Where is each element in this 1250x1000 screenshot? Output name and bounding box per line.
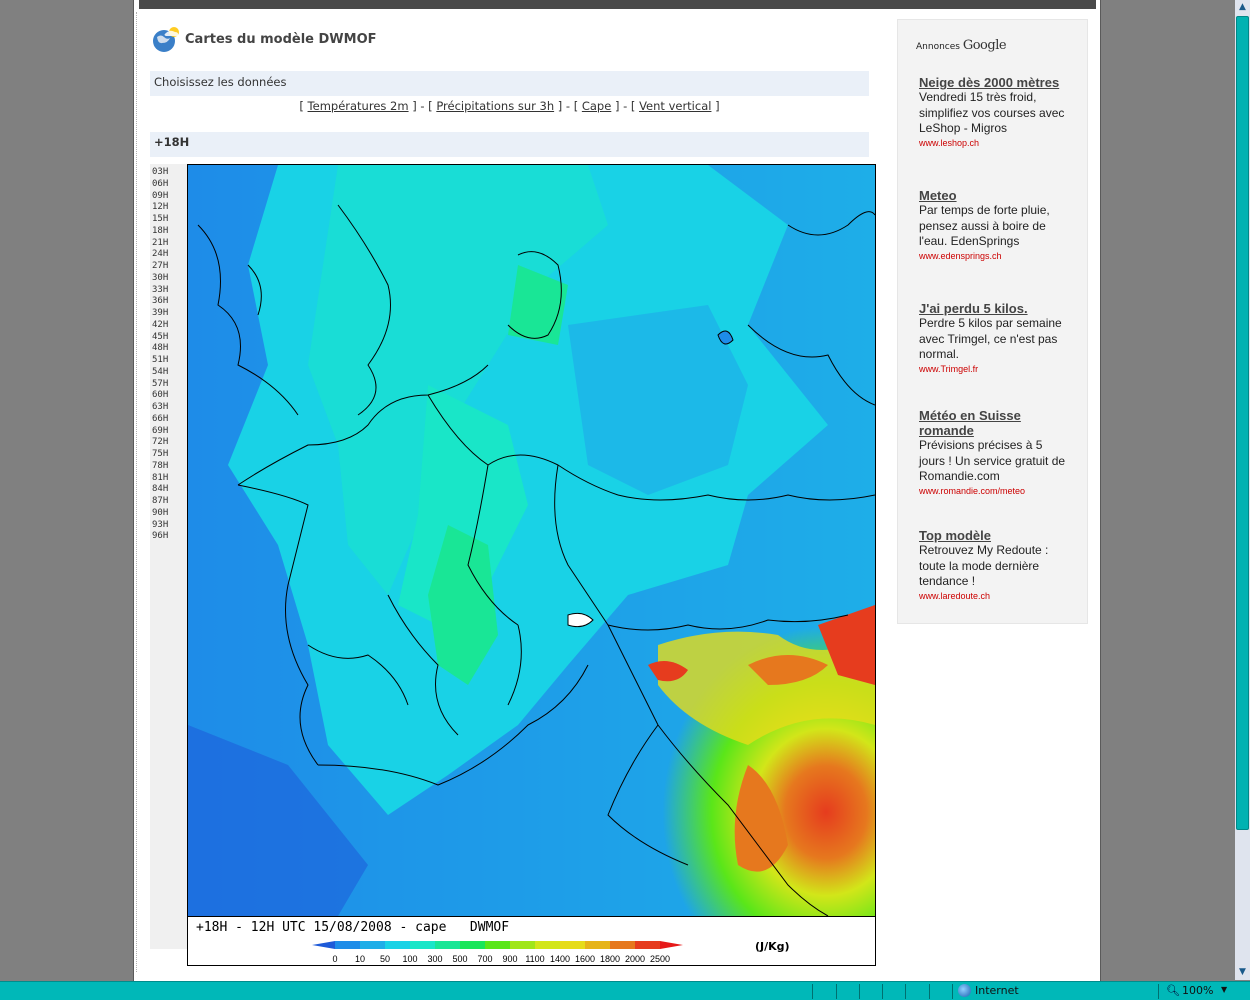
link-vertical-wind[interactable]: Vent vertical (639, 99, 712, 113)
scroll-up-arrow-icon[interactable]: ▲ (1239, 2, 1246, 12)
hour-link[interactable]: 27H (152, 261, 169, 271)
top-bar (139, 0, 1096, 9)
link-precipitations[interactable]: Précipitations sur 3h (436, 99, 555, 113)
map-footer (188, 916, 875, 965)
hour-link[interactable]: 60H (152, 390, 169, 401)
ad-body: Prévisions précises à 5 jours ! Un service gratuit de Romandie.com (919, 438, 1066, 483)
ad-body: Retrouvez My Redoute : toute la mode dernière tendance ! (919, 543, 1049, 588)
magnifier-icon: 🔍︎ (1166, 984, 1180, 997)
ad-title[interactable]: Neige dès 2000 mètres (919, 75, 1060, 90)
ad-body: Vendredi 15 très froid, simplifiez vos courses avec LeShop - Migros (919, 90, 1065, 135)
zoom-dropdown-icon[interactable]: ▼ (1221, 985, 1228, 994)
ad-item (919, 528, 1069, 602)
ads-panel (897, 19, 1088, 624)
ad-title[interactable]: Météo en Suisse romande (919, 408, 1021, 438)
ad-title[interactable]: J'ai perdu 5 kilos. (919, 301, 1028, 316)
status-bar (0, 981, 1250, 1000)
status-divider (905, 984, 906, 999)
legend-tick-label: 300 (427, 954, 443, 964)
hour-link[interactable]: 09H (152, 190, 169, 201)
map-image (188, 165, 875, 916)
hour-link[interactable]: 78H (152, 460, 169, 471)
page-title: Cartes du modèle DWMOF (185, 31, 377, 47)
legend-tick-label: 1100 (525, 954, 545, 964)
hour-link[interactable]: 24H (152, 249, 169, 260)
ad-item (919, 408, 1069, 497)
security-zone[interactable] (958, 984, 1019, 997)
map-caption: +18H - 12H UTC 15/08/2008 - cape DWMOF (196, 920, 510, 935)
legend-swatch (435, 941, 460, 949)
ad-url[interactable]: www.Trimgel.fr (919, 363, 979, 374)
ad-url[interactable]: www.edensprings.ch (919, 250, 1002, 261)
legend-tick-label: 500 (452, 954, 468, 964)
legend-swatch (535, 941, 560, 949)
status-divider (812, 984, 813, 999)
hour-link[interactable]: 03H (152, 167, 169, 177)
scroll-down-arrow-icon[interactable]: ▼ (1239, 967, 1246, 977)
ad-item (919, 75, 1069, 149)
legend-swatch (585, 941, 610, 949)
hour-link[interactable]: 96H (152, 531, 169, 542)
ad-url[interactable]: www.romandie.com/meteo (919, 485, 1026, 496)
legend-tick-label: 50 (379, 954, 391, 964)
legend-swatch (635, 941, 660, 949)
legend-tick-label: 900 (502, 954, 518, 964)
hour-link[interactable]: 06H (152, 178, 169, 189)
legend-tick-label: 1400 (549, 954, 571, 964)
status-divider (1158, 984, 1159, 999)
legend-tick-label: 100 (402, 954, 418, 964)
zoom-level: 100% (1181, 984, 1214, 997)
hour-link[interactable]: 48H (152, 343, 169, 354)
hour-list (150, 164, 188, 949)
current-step-bar (150, 132, 869, 157)
zone-label: Internet (975, 984, 1019, 997)
hour-link[interactable]: 90H (152, 507, 169, 518)
ads-header-prefix: Annonces (916, 42, 960, 52)
hour-link[interactable]: 33H (152, 284, 169, 295)
hour-link[interactable]: 42H (152, 319, 169, 330)
hour-link[interactable]: 63H (152, 402, 169, 412)
legend-swatch (410, 941, 435, 949)
legend-tick-label: 1600 (574, 954, 596, 964)
hour-link[interactable]: 57H (152, 378, 169, 389)
hour-link[interactable]: 12H (152, 202, 169, 213)
hour-link[interactable]: 81H (152, 472, 169, 483)
legend-swatch (460, 941, 485, 949)
page-content (133, 0, 1101, 981)
page-header (150, 24, 377, 54)
ad-item (919, 188, 1069, 262)
globe-icon (958, 984, 971, 997)
legend-swatch (610, 941, 635, 949)
ads-header[interactable] (916, 38, 1006, 53)
status-divider (882, 984, 883, 999)
hour-link[interactable]: 75H (152, 449, 169, 459)
ad-item (919, 301, 1069, 375)
weather-globe-icon (150, 25, 182, 53)
current-step-label: +18H (154, 135, 190, 149)
status-divider (859, 984, 860, 999)
hour-link[interactable]: 21H (152, 237, 169, 248)
hour-link[interactable]: 36H (152, 296, 169, 307)
hour-link[interactable]: 18H (152, 225, 169, 236)
legend-swatch (335, 941, 360, 949)
vertical-scrollbar[interactable] (1235, 0, 1250, 980)
ad-url[interactable]: www.leshop.ch (919, 137, 980, 148)
zoom-control[interactable] (1166, 984, 1213, 997)
status-divider (952, 984, 953, 999)
hour-link[interactable]: 69H (152, 425, 169, 436)
legend-tick-label: 2500 (649, 954, 671, 964)
legend-arrow-high (660, 941, 683, 949)
ad-title[interactable]: Top modèle (919, 528, 991, 543)
hour-link[interactable]: 54H (152, 366, 169, 377)
ad-url[interactable]: www.laredoute.ch (919, 590, 991, 601)
choose-data-bar (150, 71, 869, 96)
legend-tick-label: 10 (354, 954, 366, 964)
cape-map (187, 164, 876, 966)
legend-swatch (385, 941, 410, 949)
ad-body: Par temps de forte pluie, pensez aussi à boire de l'eau. EdenSprings (919, 203, 1050, 248)
hour-link[interactable]: 39H (152, 308, 169, 318)
legend-tick-label: 1800 (599, 954, 621, 964)
data-links: [ Températures 2m ] - [ Précipitations sur 3h ] - [ Cape ] - [ Vent vertical ] (299, 99, 720, 113)
legend-tick-label: 2000 (624, 954, 646, 964)
legend-swatch (510, 941, 535, 949)
dotted-divider (136, 12, 137, 972)
hour-link[interactable]: 84H (152, 484, 169, 495)
status-divider (929, 984, 930, 999)
legend-swatch (560, 941, 585, 949)
ad-title[interactable]: Meteo (919, 188, 957, 203)
legend-tick-label: 700 (477, 954, 493, 964)
legend-unit: (J/Kg) (755, 940, 790, 953)
link-temperatures[interactable]: Températures 2m (307, 99, 409, 113)
hour-link[interactable]: 66H (152, 413, 169, 424)
hour-link[interactable]: 72H (152, 437, 169, 448)
legend-arrow-low (312, 941, 335, 949)
scrollbar-thumb[interactable] (1236, 16, 1249, 830)
status-divider (836, 984, 837, 999)
link-cape[interactable]: Cape (581, 99, 612, 113)
legend-swatch (360, 941, 385, 949)
hour-link[interactable]: 87H (152, 496, 169, 506)
hour-link[interactable]: 15H (152, 214, 169, 224)
color-legend (312, 939, 742, 965)
hour-link[interactable]: 93H (152, 519, 169, 530)
legend-swatch (485, 941, 510, 949)
ad-body: Perdre 5 kilos par semaine avec Trimgel, ce n'est pas normal. (919, 316, 1062, 361)
hour-link[interactable]: 30H (152, 272, 169, 283)
legend-tick-label: 0 (332, 954, 338, 964)
choose-data-label: Choisissez les données (154, 75, 287, 89)
hour-link[interactable]: 45H (152, 331, 169, 342)
hour-link[interactable]: 51H (152, 355, 169, 365)
google-logo: Google (962, 38, 1007, 53)
